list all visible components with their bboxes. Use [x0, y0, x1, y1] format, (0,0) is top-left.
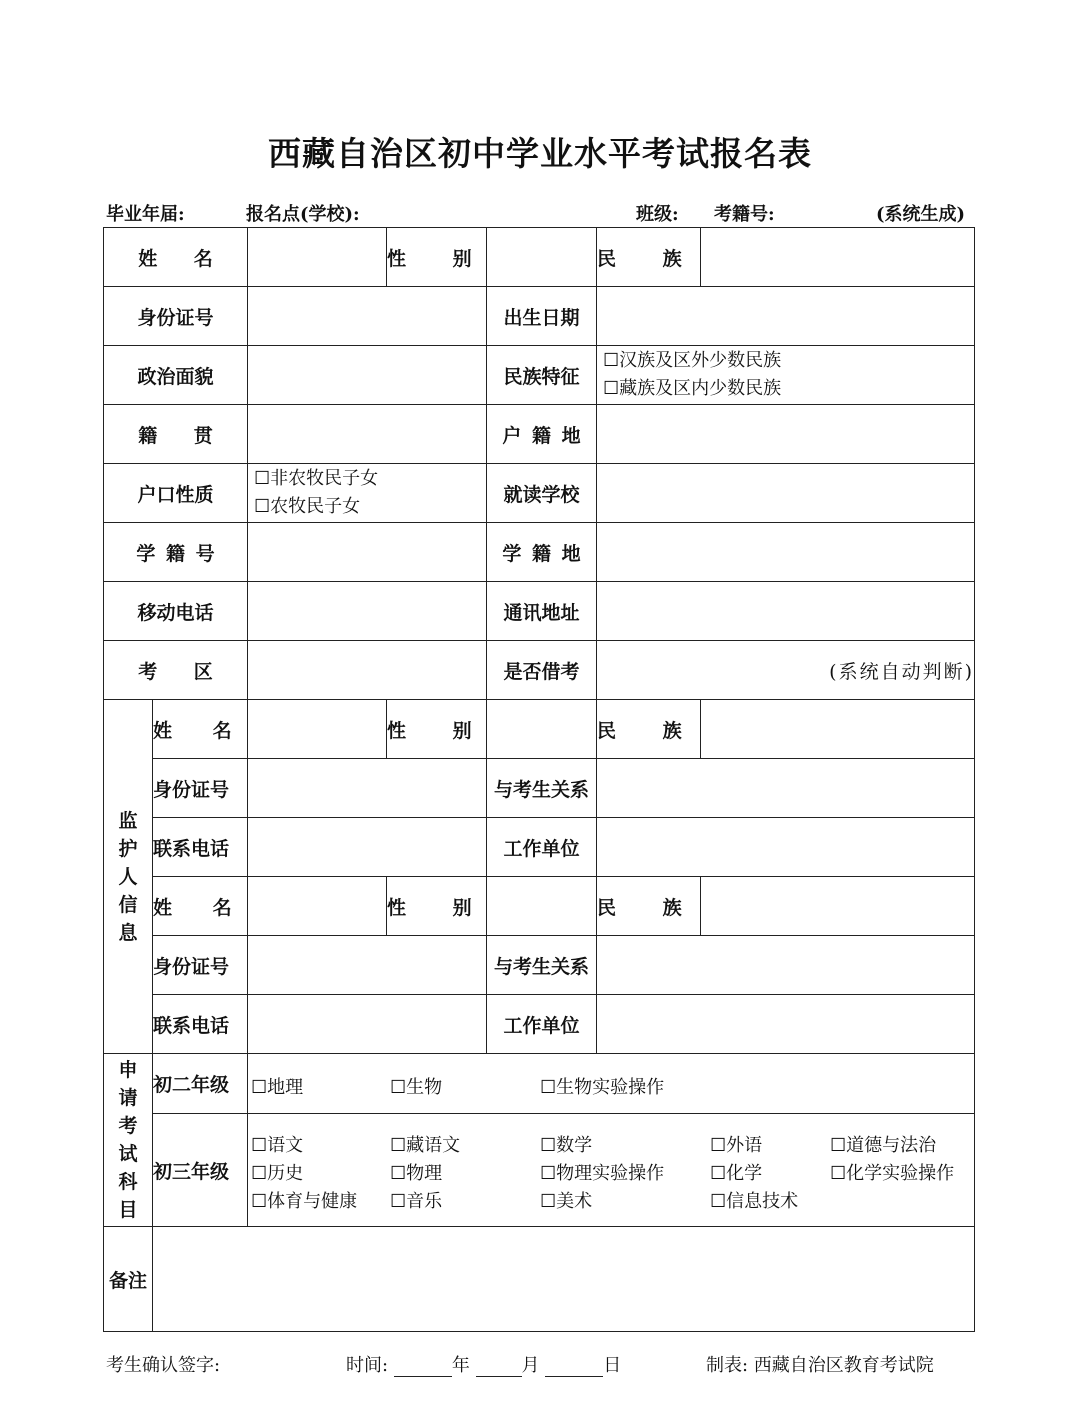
guardian1-relation-field[interactable]	[597, 759, 975, 818]
table-row	[104, 818, 975, 877]
table-row	[104, 582, 975, 641]
student-gender-label: 性 别	[387, 228, 487, 287]
student-place-label: 学 籍 地	[487, 523, 597, 582]
table-row	[104, 1227, 975, 1332]
guardian2-phone-field[interactable]	[248, 995, 487, 1054]
subject-pe-health-checkbox[interactable]: ☐体育与健康	[251, 1191, 358, 1212]
table-row	[104, 346, 975, 405]
guardian2-work-field[interactable]	[597, 995, 975, 1054]
address-field[interactable]	[597, 582, 975, 641]
guardian2-ethnicity-label: 民 族	[597, 877, 701, 936]
guardian1-ethnicity-field[interactable]	[701, 700, 975, 759]
address-label: 通讯地址	[487, 582, 597, 641]
political-status-field[interactable]	[248, 346, 487, 405]
student-ethnicity-field[interactable]	[701, 228, 975, 287]
day-label: 日	[603, 1355, 622, 1376]
household-place-label: 户 籍 地	[487, 405, 597, 464]
guardian1-gender-field[interactable]	[487, 700, 597, 759]
month-label: 月	[521, 1355, 540, 1376]
student-no-label: 学 籍 号	[104, 523, 248, 582]
remarks-label: 备注	[104, 1227, 153, 1332]
guardian1-work-label: 工作单位	[487, 818, 597, 877]
guardian1-gender-label: 性 别	[387, 700, 487, 759]
borrowed-exam-label: 是否借考	[487, 641, 597, 700]
signature-label: 考生确认签字:	[106, 1355, 221, 1376]
guardian2-name-label: 姓 名	[153, 877, 248, 936]
ethnic-feature-options	[597, 346, 975, 405]
household-option-non-farm[interactable]: ☐非农牧民子女	[254, 468, 379, 489]
subject-biology-checkbox[interactable]: ☐生物	[390, 1077, 443, 1098]
guardian1-phone-label: 联系电话	[153, 818, 248, 877]
reg-point-label: 报名点(学校):	[246, 204, 360, 225]
native-place-label: 籍 贯	[104, 405, 248, 464]
guardian-section-char: 护	[118, 837, 138, 860]
subject-physics-checkbox[interactable]: ☐物理	[390, 1163, 443, 1184]
mobile-field[interactable]	[248, 582, 487, 641]
subject-chinese-checkbox[interactable]: ☐语文	[251, 1135, 304, 1156]
subject-geography-checkbox[interactable]: ☐地理	[251, 1077, 304, 1098]
guardian1-id-label: 身份证号	[153, 759, 248, 818]
student-id-field[interactable]	[248, 287, 487, 346]
month-blank[interactable]	[476, 1358, 522, 1377]
guardian2-relation-field[interactable]	[597, 936, 975, 995]
remarks-field[interactable]	[153, 1227, 975, 1332]
guardian2-gender-field[interactable]	[487, 877, 597, 936]
table-row	[104, 228, 975, 287]
auto-judge-note: (系统自动判断)	[597, 641, 975, 700]
table-row	[104, 995, 975, 1054]
subjects-section-label	[104, 1054, 153, 1227]
table-row	[104, 759, 975, 818]
subject-chemistry-lab-checkbox[interactable]: ☐化学实验操作	[830, 1163, 955, 1184]
birth-date-field[interactable]	[597, 287, 975, 346]
household-type-label: 户口性质	[104, 464, 248, 523]
school-label: 就读学校	[487, 464, 597, 523]
native-place-field[interactable]	[248, 405, 487, 464]
subjects-section-char: 目	[118, 1199, 138, 1221]
made-by-note: 制表: 西藏自治区教育考试院	[706, 1355, 934, 1376]
subject-biology-lab-checkbox[interactable]: ☐生物实验操作	[540, 1077, 665, 1098]
student-gender-field[interactable]	[487, 228, 597, 287]
mobile-label: 移动电话	[104, 582, 248, 641]
grade3-label: 初三年级	[153, 1114, 248, 1227]
household-option-farm[interactable]: ☐农牧民子女	[254, 496, 361, 517]
subject-chemistry-checkbox[interactable]: ☐化学	[710, 1163, 763, 1184]
subject-tibetan-checkbox[interactable]: ☐藏语文	[390, 1135, 461, 1156]
grade2-subjects	[248, 1054, 975, 1114]
table-row	[104, 405, 975, 464]
day-blank[interactable]	[545, 1358, 603, 1377]
subject-it-checkbox[interactable]: ☐信息技术	[710, 1191, 799, 1212]
guardian1-name-field[interactable]	[248, 700, 387, 759]
household-type-options	[248, 464, 487, 523]
subject-history-checkbox[interactable]: ☐历史	[251, 1163, 304, 1184]
school-field[interactable]	[597, 464, 975, 523]
guardian2-work-label: 工作单位	[487, 995, 597, 1054]
ethnic-option-han[interactable]: ☐汉族及区外少数民族	[603, 350, 782, 371]
year-blank[interactable]	[394, 1358, 452, 1377]
birth-date-label: 出生日期	[487, 287, 597, 346]
student-id-label: 身份证号	[104, 287, 248, 346]
subject-foreign-language-checkbox[interactable]: ☐外语	[710, 1135, 763, 1156]
subjects-section-char: 申	[118, 1059, 138, 1081]
ethnic-feature-label: 民族特征	[487, 346, 597, 405]
grade3-subjects	[248, 1114, 975, 1227]
subjects-section-char: 试	[118, 1143, 138, 1165]
guardian1-ethnicity-label: 民 族	[597, 700, 701, 759]
guardian1-relation-label: 与考生关系	[487, 759, 597, 818]
exam-id-label: 考籍号:	[714, 204, 775, 225]
table-row	[104, 641, 975, 700]
registration-table	[103, 227, 975, 1332]
student-no-field[interactable]	[248, 523, 487, 582]
subjects-section-char: 科	[118, 1171, 138, 1193]
guardian-section-label	[104, 700, 153, 1054]
student-name-field[interactable]	[248, 228, 387, 287]
guardian2-id-label: 身份证号	[153, 936, 248, 995]
table-row	[104, 700, 975, 759]
class-label: 班级:	[636, 204, 679, 225]
table-row	[104, 464, 975, 523]
table-row	[104, 877, 975, 936]
exam-area-field[interactable]	[248, 641, 487, 700]
exam-area-label: 考 区	[104, 641, 248, 700]
political-status-label: 政治面貌	[104, 346, 248, 405]
table-row	[104, 1114, 975, 1227]
guardian2-name-field[interactable]	[248, 877, 387, 936]
subjects-section-char: 请	[118, 1087, 138, 1109]
student-place-field[interactable]	[597, 523, 975, 582]
guardian2-ethnicity-field[interactable]	[701, 877, 975, 936]
subject-math-checkbox[interactable]: ☐数学	[540, 1135, 593, 1156]
guardian-section-char: 信	[118, 893, 138, 916]
form-title: 西藏自治区初中学业水平考试报名表	[268, 134, 812, 173]
grade2-label: 初二年级	[153, 1054, 248, 1114]
ethnic-option-tibetan[interactable]: ☐藏族及区内少数民族	[603, 378, 782, 399]
student-ethnicity-label: 民 族	[597, 228, 701, 287]
table-row	[104, 523, 975, 582]
date-line	[346, 1351, 621, 1377]
system-generated-note: (系统生成)	[876, 204, 966, 225]
grad-year-label: 毕业年届:	[106, 204, 185, 225]
guardian2-relation-label: 与考生关系	[487, 936, 597, 995]
guardian-section-char: 监	[118, 809, 138, 832]
guardian1-name-label: 姓 名	[153, 700, 248, 759]
subject-morality-law-checkbox[interactable]: ☐道德与法治	[830, 1135, 937, 1156]
subject-physics-lab-checkbox[interactable]: ☐物理实验操作	[540, 1163, 665, 1184]
guardian2-id-field[interactable]	[248, 936, 487, 995]
table-row	[104, 936, 975, 995]
guardian-section-char: 息	[118, 921, 138, 944]
guardian1-id-field[interactable]	[248, 759, 487, 818]
guardian1-work-field[interactable]	[597, 818, 975, 877]
table-row	[104, 1054, 975, 1114]
subject-music-checkbox[interactable]: ☐音乐	[390, 1191, 443, 1212]
time-label: 时间:	[346, 1355, 389, 1376]
subjects-section-char: 考	[118, 1115, 138, 1137]
subject-art-checkbox[interactable]: ☐美术	[540, 1191, 593, 1212]
student-name-label: 姓 名	[104, 228, 248, 287]
guardian1-phone-field[interactable]	[248, 818, 487, 877]
household-place-field[interactable]	[597, 405, 975, 464]
year-label: 年	[451, 1355, 470, 1376]
table-row	[104, 287, 975, 346]
guardian-section-char: 人	[118, 865, 138, 888]
guardian2-gender-label: 性 别	[387, 877, 487, 936]
guardian2-phone-label: 联系电话	[153, 995, 248, 1054]
